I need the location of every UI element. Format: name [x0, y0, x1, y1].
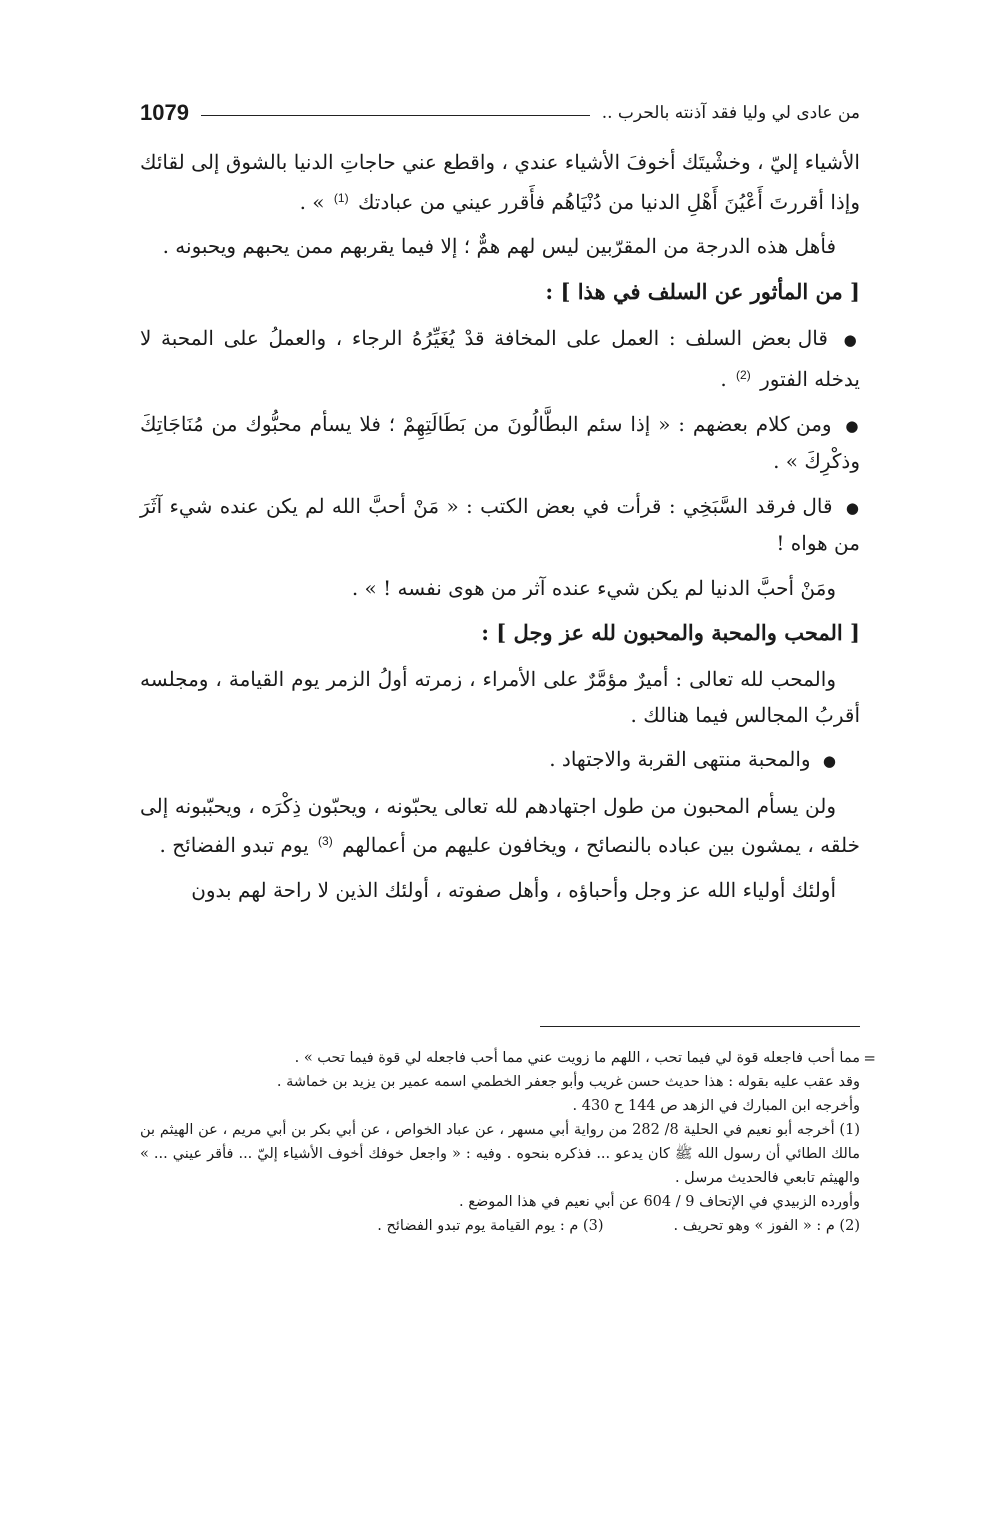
paragraph-8	[140, 742, 860, 780]
bullet-icon: ●	[845, 498, 861, 517]
footnote-ref-1: (1)	[333, 190, 349, 205]
paragraph-7: والمحب لله تعالى : أميرٌ مؤمَّرٌ على الأمراء ، زمرته أولُ الزمر يوم القيامة ، ومجلسه أقربُ المجالس فيما هنالك .	[140, 667, 860, 727]
paragraph-2: فأهل هذه الدرجة من المقرّبين ليس لهم همٌّ ؛ إلا فيما يقربهم ممن يحبهم ويحبونه .	[162, 234, 836, 258]
bullet-icon: ●	[822, 752, 836, 770]
continuation-mark: =	[863, 1049, 876, 1067]
header-rule	[201, 115, 590, 116]
footnote-ref-3: (3)	[318, 834, 333, 848]
section-heading-muhibb: [ المحب والمحبة والمحبون لله عز وجل ] :	[481, 620, 860, 645]
footnotes	[140, 1046, 876, 1238]
paragraph-5-text: قال فرقد السَّبَخِي : قرأت في بعض الكتب : « مَنْ أحبَّ الله لم يكن عنده شيء آثَرَ من هواه !	[140, 493, 860, 555]
paragraph-10: أولئك أولياء الله عز وجل وأحباؤه ، وأهل صفوته ، أولئك الذين لا راحة لهم بدون	[191, 877, 836, 902]
paragraph-3-text: قال بعض السلف : العمل على المخافة قدْ يُغَيِّرُهُ الرجاء ، والعملُ على المحبة لا يدخله الفتور	[140, 325, 860, 391]
paragraph-9-end: يوم تبدو الفضائح .	[159, 833, 309, 857]
main-text	[140, 145, 860, 917]
paragraph-3-end: .	[720, 367, 727, 391]
footnote-continuation-text: مما أحب فاجعله قوة لي فيما تحب ، اللهم ما زويت عني مما أحب فاجعله لي قوة فيما تحب » .	[294, 1050, 860, 1066]
paragraph-6: ومَنْ أحبَّ الدنيا لم يكن شيء عنده آثر من هوى نفسه ! » .	[351, 575, 836, 600]
paragraph-3	[140, 321, 860, 398]
footnote-1-addendum: وأورده الزبيدي في الإتحاف 9 / 604 عن أبي نعيم في هذا الموضع .	[459, 1194, 860, 1210]
footnote-3: (3) م : يوم القيامة يوم تبدو الفضائح .	[377, 1218, 604, 1234]
header-title: من عادى لي وليا فقد آذنته بالحرب ..	[601, 103, 860, 123]
bullet-icon: ●	[845, 416, 860, 435]
footnote-1: (1) أخرجه أبو نعيم في الحلية 8/ 282 من رواية أبي مسهر ، عن عباد الخواص ، عن أبي بكر بن أبي مريم ، عن الهيثم بن مالك الطائي أن رسول الله ﷺ كان يدعو ... فذكره بنحوه . وفيه : « واجعل خوفك أخوف الأشياء إليّ ... فأقر عيني ... » والهيثم تابعي فالحديث مرسل .	[140, 1122, 860, 1186]
paragraph-1-end: » .	[299, 189, 325, 214]
paragraph-4-text: ومن كلام بعضهم : « إذا سئم البطَّالُونَ من بَطَالَتِهِمْ ؛ فلا يسأم محبُّوك من مُنَاجَاتِكَ وذكْرِكَ » .	[140, 411, 860, 473]
paragraph-5	[140, 489, 860, 562]
paragraph-9	[140, 789, 860, 864]
section-heading-salaf: [ من المأثور عن السلف في هذا ] :	[545, 278, 860, 304]
paragraph-1-line-1: الأشياء إليّ ، وخشْيتَك أخوفَ الأشياء عندي ، واقطع عني حاجاتِ الدنيا بالشوق إلى	[191, 150, 860, 174]
footnote-separator	[540, 1026, 860, 1027]
footnote-line-3: وأخرجه ابن المبارك في الزهد ص 144 ح 430 .	[572, 1098, 860, 1114]
paragraph-8-text: والمحبة منتهى القربة والاجتهاد .	[549, 747, 811, 771]
footnote-line-2: وقد عقب عليه بقوله : هذا حديث حسن غريب وأبو جعفر الخطمي اسمه عمير بن يزيد بن خماشة .	[276, 1074, 860, 1090]
paragraph-9-text: ولن يسأم المحبون من طول اجتهادهم لله تعالى يحبّونه ، ويحبّون ذِكْرَه ، ويحبّبونه إلى خلقه ، يمشون بين عباده بالنصائح ، ويخافون عليهم من أعمالهم	[140, 793, 860, 857]
running-header	[140, 96, 860, 130]
footnote-2: (2) م : « الفوز » وهو تحريف .	[673, 1218, 860, 1234]
paragraph-1	[140, 145, 860, 220]
paragraph-1-line-2: لقائك وإذا أقررتَ أَعْيُنَ أَهْلِ الدنيا من دُنْيَاهُم فأَقرر عيني من عبادتك	[140, 150, 860, 214]
page-number: 1079	[140, 100, 189, 125]
footnote-row-2-3	[140, 1214, 860, 1238]
bullet-icon: ●	[843, 330, 861, 349]
paragraph-4	[140, 407, 860, 480]
footnote-ref-2: (2)	[736, 368, 751, 382]
footnote-continuation	[140, 1046, 876, 1070]
